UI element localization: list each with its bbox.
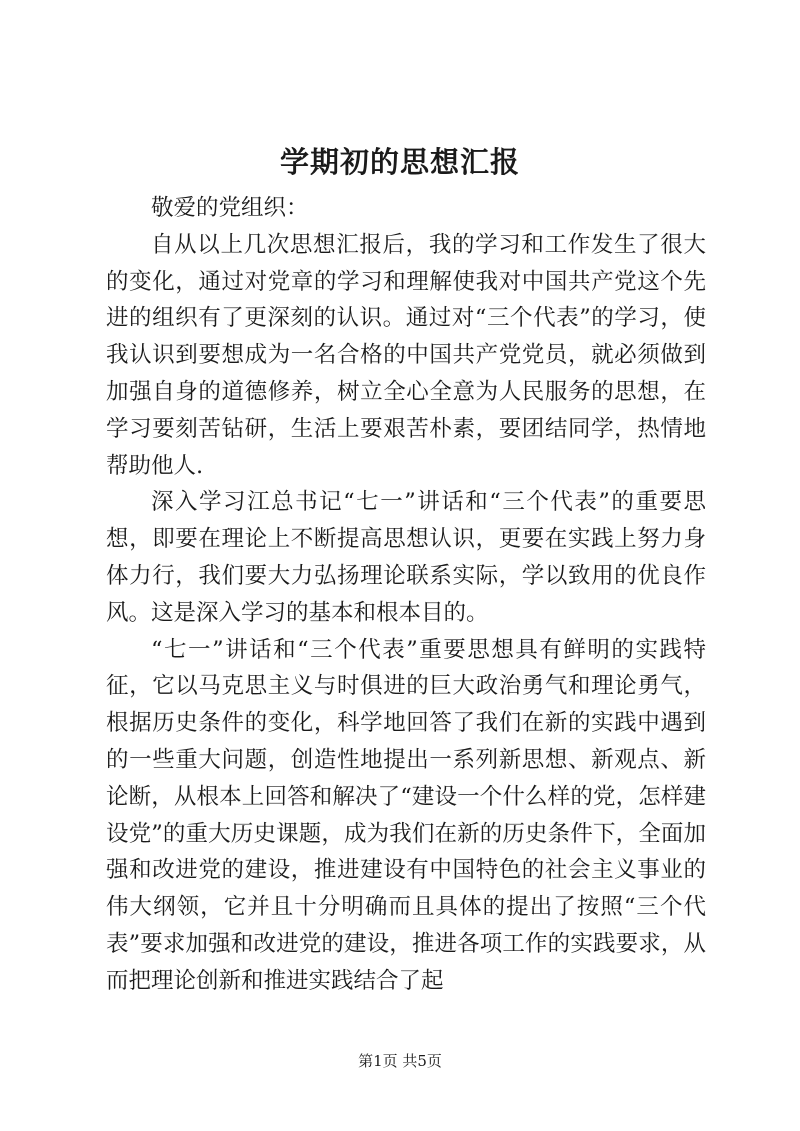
paragraph-3: “七一”讲话和“三个代表”重要思想具有鲜明的实践特征，它以马克思主义与时俱进的巨大政治勇气和理论勇气，根据历史条件的变化，科学地回答了我们在新的实践中遇到的一些重大问题，创造性地提出一系列新思想、新观点、新论断，从根本上回答和解决了“建设一个什么样的党，怎样建设党”的重大历史课题，成为我们在新的历史条件下，全面加强和改进党的建设，推进建设有中国特色的社会主义事业的伟大纲领，它并且十分明确而且具体的提出了按照“三个代表”要求加强和改进党的建设，推进各项工作的实践要求，从而把理论创新和推进实践结合了起 (106, 636, 706, 994)
document-body (106, 190, 706, 1000)
page-number-footer: 第1页 共5页 (358, 1052, 442, 1070)
paragraph-1: 自从以上几次思想汇报后，我的学习和工作发生了很大的变化，通过对党章的学习和理解使我对中国共产党这个先进的组织有了更深刻的认识。通过对“三个代表”的学习，使我认识到要想成为一名合格的中国共产党党员，就必须做到加强自身的道德修养，树立全心全意为人民服务的思想，在学习要刻苦钻研，生活上要艰苦朴素，要团结同学，热情地帮助他人. (106, 231, 706, 479)
paragraph-2: 深入学习江总书记“七一”讲话和“三个代表”的重要思想，即要在理论上不断提高思想认识，更要在实践上努力身体力行，我们要大力弘扬理论联系实际，学以致用的优良作风。这是深入学习的基本和根本目的。 (106, 489, 706, 626)
salutation: 敬爱的党组织： (151, 195, 309, 221)
document-title: 学期初的思想汇报 (279, 145, 520, 179)
